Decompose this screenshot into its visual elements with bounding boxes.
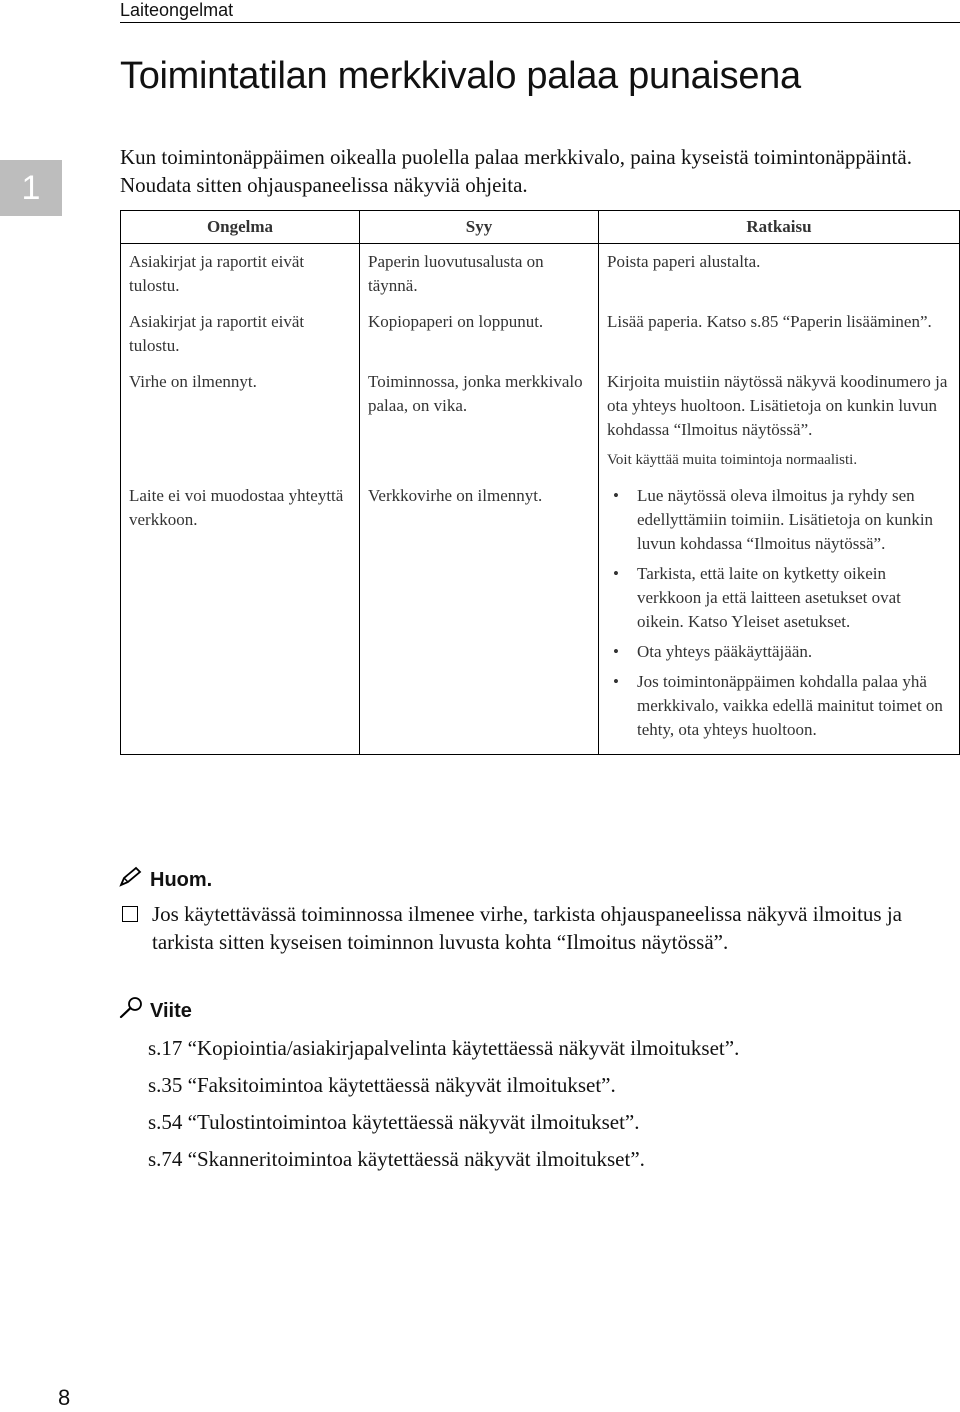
solution-bullet: • Ota yhteys pääkäyttäjään.	[607, 640, 951, 664]
table-header-row	[121, 211, 960, 244]
column-header-cause: Syy	[360, 211, 599, 244]
solution-extra-note: Voit käyttää muita toimintoja normaalisti.	[607, 452, 858, 468]
header-rule	[120, 22, 960, 23]
problem-cell: Laite ei voi muodostaa yhteyttä verkkoon.	[121, 478, 360, 755]
cause-cell: Paperin luovutusalusta on täynnä.	[360, 244, 599, 305]
cause-cell: Verkkovirhe on ilmennyt.	[360, 478, 599, 755]
page-title: Toimintatilan merkkivalo palaa punaisena	[120, 55, 801, 97]
solution-text: Kirjoita muistiin näytössä näkyvä koodinumero ja ota yhteys huoltoon. Lisätietoja on kunkin luvun kohdassa “Ilmoitus näytössä”.	[607, 372, 948, 439]
note-item	[120, 900, 960, 956]
reference-heading	[118, 996, 192, 1026]
reference-item: s.54 “Tulostintoimintoa käytettäessä näkyvät ilmoitukset”.	[148, 1110, 640, 1134]
reference-item: s.17 “Kopiointia/asiakirjapalvelinta käytettäessä näkyvät ilmoitukset”.	[148, 1036, 740, 1060]
running-header: Laiteongelmat	[120, 0, 234, 20]
solution-cell	[599, 364, 960, 478]
solution-cell: Poista paperi alustalta.	[599, 244, 960, 305]
solution-bullet: • Tarkista, että laite on kytketty oikein verkkoon ja että laitteen asetukset ovat oikein. Katso Yleiset asetukset.	[607, 562, 951, 634]
solution-bullet: • Jos toimintonäppäimen kohdalla palaa yhä merkkivalo, vaikka edellä mainitut toimet on tehty, ota yhteys huoltoon.	[607, 670, 951, 742]
solution-cell: Lisää paperia. Katso s.85 “Paperin lisääminen”.	[599, 304, 960, 364]
problem-cell: Asiakirjat ja raportit eivät tulostu.	[121, 304, 360, 364]
column-header-problem: Ongelma	[121, 211, 360, 244]
chapter-tab: 1	[0, 160, 62, 216]
column-header-solution: Ratkaisu	[599, 211, 960, 244]
table-row	[121, 304, 960, 364]
reference-heading-label: Viite	[150, 999, 192, 1022]
note-heading	[118, 866, 212, 894]
problem-cell: Virhe on ilmennyt.	[121, 364, 360, 478]
troubleshooting-table	[120, 210, 960, 755]
table-row	[121, 364, 960, 478]
solution-cell	[599, 478, 960, 755]
cause-cell: Toiminnossa, jonka merkkivalo palaa, on vika.	[360, 364, 599, 478]
problem-cell: Asiakirjat ja raportit eivät tulostu.	[121, 244, 360, 305]
reference-list	[148, 1030, 739, 1178]
intro-paragraph: Kun toimintonäppäimen oikealla puolella palaa merkkivalo, paina kyseistä toimintonäppäintä. Noudata sitten ohjauspaneelissa näkyviä ohjeita.	[120, 145, 912, 197]
page-number: 8	[58, 1385, 71, 1410]
reference-item: s.35 “Faksitoimintoa käytettäessä näkyvät ilmoitukset”.	[148, 1073, 616, 1097]
cause-cell: Kopiopaperi on loppunut.	[360, 304, 599, 364]
table-row	[121, 478, 960, 755]
checkbox-icon	[122, 906, 138, 922]
pencil-icon	[118, 866, 144, 894]
solution-bullet: • Lue näytössä oleva ilmoitus ja ryhdy sen edellyttämiin toimiin. Lisätietoja on kunkin luvun kohdassa “Ilmoitus näytössä”.	[607, 484, 951, 556]
reference-item: s.74 “Skanneritoimintoa käytettäessä näkyvät ilmoitukset”.	[148, 1147, 645, 1171]
magnifier-icon	[118, 996, 144, 1026]
table-row	[121, 244, 960, 305]
note-heading-label: Huom.	[150, 868, 213, 891]
note-text: Jos käytettävässä toiminnossa ilmenee virhe, tarkista ohjauspaneelissa näkyvä ilmoitus ja tarkista sitten kyseisen toiminnon luvusta kohta “Ilmoitus näytössä”.	[152, 902, 902, 954]
solution-bullet-list	[607, 484, 951, 742]
